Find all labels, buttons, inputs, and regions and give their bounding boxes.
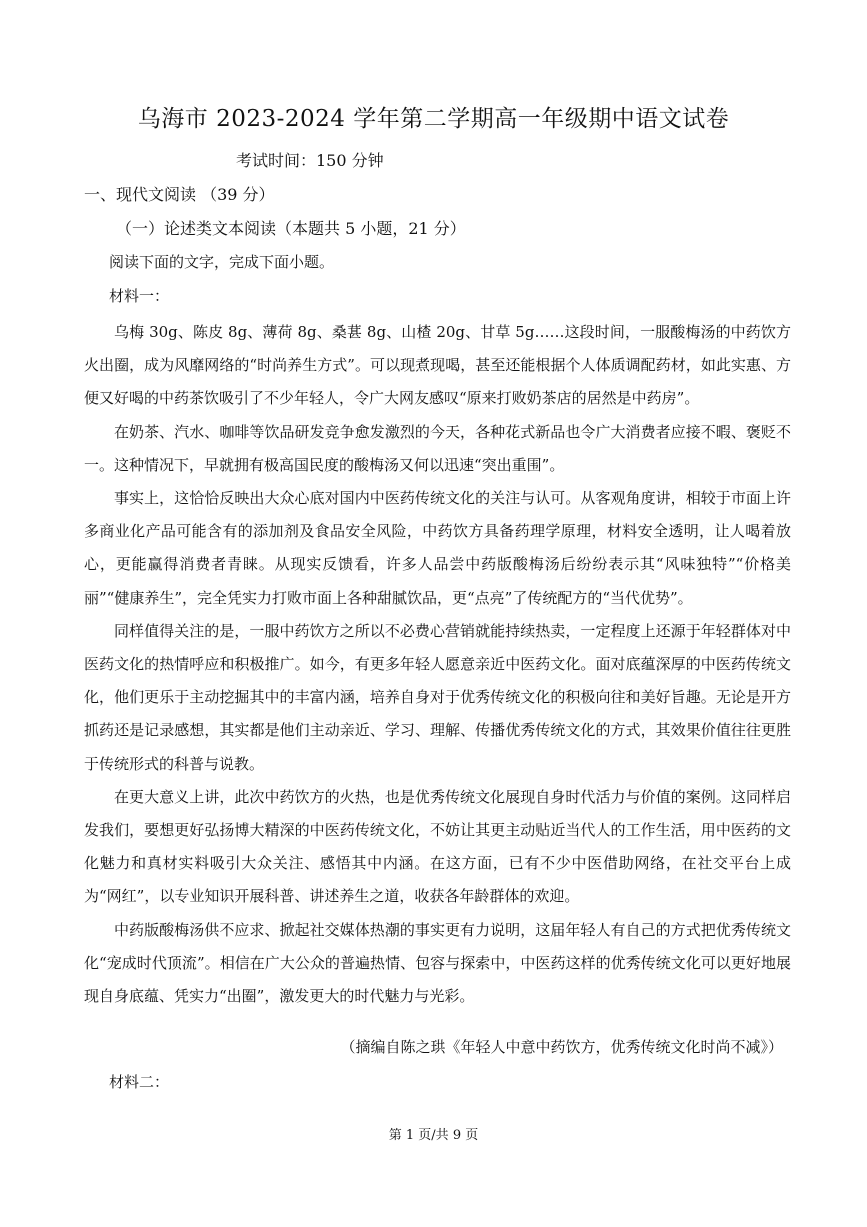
exam-time: 考试时间：150 分钟 [236, 151, 384, 170]
paragraph: 乌梅 30g、陈皮 8g、薄荷 8g、桑葚 8g、山楂 20g、甘草 5g……这段时间，一服酸梅汤的中药饮方火出圈，成为风靡网络的“时尚养生方式”。可以现煮现喝，甚至还能根据个人体质调配药材，如此实惠、方便又好喝的中药茶饮吸引了不少年轻人，令广大网友感叹“原来打败奶茶店的居然是中药房”。 [84, 323, 791, 408]
material-two-label: 材料二： [109, 1073, 170, 1091]
page-footer: 第 1 页/共 9 页 [388, 1128, 479, 1143]
paragraph: 同样值得关注的是，一服中药饮方之所以不必费心营销就能持续热卖，一定程度上还源于年轻群体对中医药文化的热情呼应和积极推广。如今，有更多年轻人愿意亲近中医药文化。面对底蕴深厚的中医药传统文化，他们更乐于主动挖掘其中的丰富内涵，培养自身对于优秀传统文化的积极向往和美好旨趣。无论是开方抓药还是记录感想，其实都是他们主动亲近、学习、理解、传播优秀传统文化的方式，其效果价值往往更胜于传统形式的科普与说教。 [84, 621, 791, 773]
instruction-text: 阅读下面的文字，完成下面小题。 [109, 253, 335, 271]
paragraph: 事实上，这恰恰反映出大众心底对国内中医药传统文化的关注与认可。从客观角度讲，相较于市面上许多商业化产品可能含有的添加剂及食品安全风险，中药饮方具备药理学原理，材料安全透明，让人喝着放心，更能赢得消费者青睐。从现实反馈看，许多人品尝中药版酸梅汤后纷纷表示其“风味独特”“价格美丽”“健康养生”，完全凭实力打败市面上各种甜腻饮品，更“点亮”了传统配方的“当代优势”。 [84, 489, 791, 607]
source-citation: （摘编自陈之珙《年轻人中意中药饮方，优秀传统文化时尚不减》） [340, 1038, 783, 1056]
paragraph: 在更大意义上讲，此次中药饮方的火热，也是优秀传统文化展现自身时代活力与价值的案例。这同样启发我们，要想更好弘扬博大精深的中医药传统文化，不妨让其更主动贴近当代人的工作生活，用中医药的文化魅力和真材实料吸引大众关注、感悟其中内涵。在这方面，已有不少中医借助网络，在社交平台上成为“网红”，以专业知识开展科普、讲述养生之道，收获各年龄群体的欢迎。 [84, 787, 791, 906]
paragraph: 在奶茶、汽水、咖啡等饮品研发竞争愈发激烈的今天，各种花式新品也令广大消费者应接不暇、褒贬不一。这种情况下，早就拥有极高国民度的酸梅汤又何以迅速“突出重围”。 [84, 422, 791, 474]
subsection-heading: （一）论述类文本阅读（本题共 5 小题，21 分） [116, 219, 466, 238]
material-one-label: 材料一： [109, 287, 170, 305]
passage-body [84, 316, 791, 1013]
paragraph: 中药版酸梅汤供不应求、掀起社交媒体热潮的事实更有力说明，这届年轻人有自己的方式把优秀传统文化“宠成时代顶流”。相信在广大公众的普遍热情、包容与探索中，中医药这样的优秀传统文化可以更好地展现自身底蕴、凭实力“出圈”，激发更大的时代魅力与光彩。 [84, 920, 791, 1006]
exam-title: 乌海市 2023-2024 学年第二学期高一年级期中语文试卷 [137, 106, 730, 132]
section-heading: 一、现代文阅读 （39 分） [84, 185, 275, 204]
